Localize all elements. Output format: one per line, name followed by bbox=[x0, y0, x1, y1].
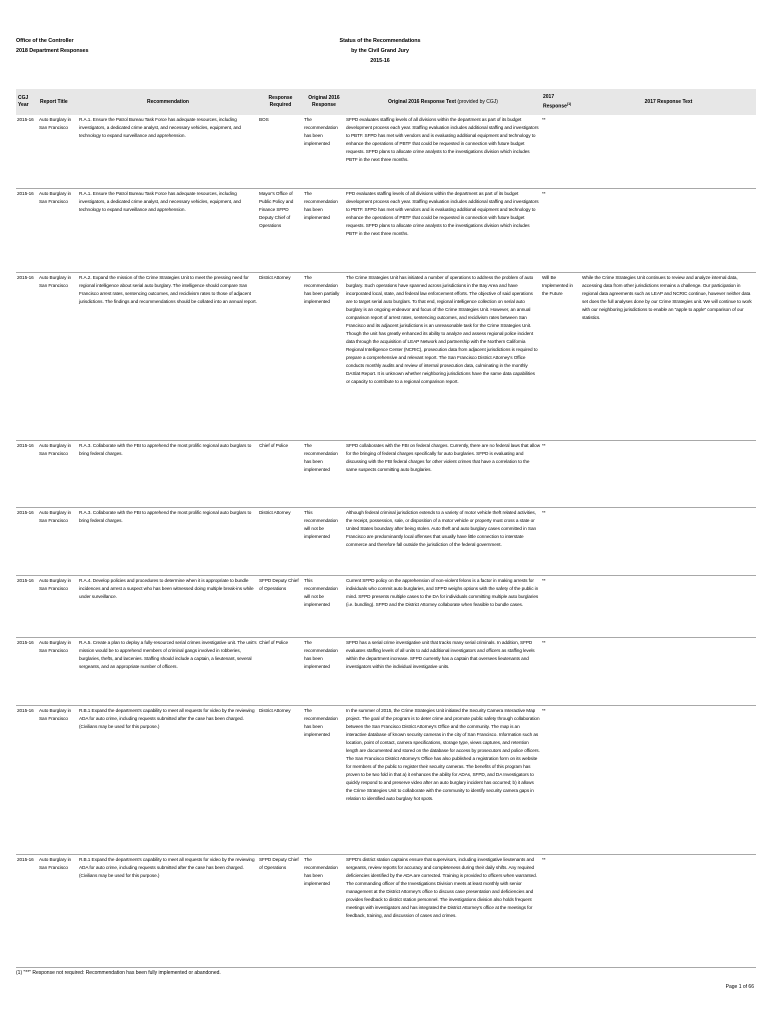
original-response-cell: The recommendation has been implemented bbox=[303, 637, 345, 705]
cgj-year-cell: 2015-16 bbox=[16, 705, 38, 854]
table-row bbox=[16, 272, 756, 440]
table-row bbox=[16, 507, 756, 575]
response-required-cell: District Attorney bbox=[258, 507, 303, 575]
response-required-cell: Mayor's Office of Public Policy and Finance SFPD Deputy Chief of Operations bbox=[258, 188, 303, 272]
original-response-text-label: Original 2016 Response Text bbox=[388, 98, 457, 105]
response-required-cell: Chief of Police bbox=[258, 440, 303, 507]
response-required-cell: District Attorney bbox=[258, 272, 303, 440]
2017-response-cell: Will Be Implemented in the Future bbox=[541, 272, 581, 440]
report-title-cell: Auto Burglary in San Francisco bbox=[38, 272, 78, 440]
2017-response-text-cell bbox=[581, 575, 756, 637]
2017-response-cell: ** bbox=[541, 507, 581, 575]
column-header-report-title: Report Title bbox=[38, 89, 78, 115]
document-year: 2015-16 bbox=[370, 58, 390, 64]
column-header-original-response-text bbox=[345, 89, 541, 115]
2017-response-cell: ** bbox=[541, 854, 581, 967]
response-required-cell: District Attorney bbox=[258, 705, 303, 854]
2017-response-label: 2017 Response bbox=[543, 93, 567, 110]
footnote-marker: (1) bbox=[566, 101, 572, 106]
original-response-text-cell: SFPD collaborates with the FBI on federal charges. Currently, there are no federal laws that allow for the bringing of federal charges specifically for auto burglaries. SFPD is evaluating and discussing with the FBI federal charges for other violent crimes that have a correlation to the same suspects committing auto burglaries. bbox=[345, 440, 541, 507]
original-response-cell: The recommendation has been implemented bbox=[303, 440, 345, 507]
document-subtitle: by the Civil Grand Jury bbox=[351, 48, 409, 54]
cgj-year-cell: 2015-16 bbox=[16, 854, 38, 967]
table-row bbox=[16, 575, 756, 637]
column-header-response-required: Response Required bbox=[258, 89, 303, 115]
recommendation-cell: R.A.4. Develop policies and procedures to determine when it is appropriate to bundle incidences and arrest a suspect who has been witnessed doing multiple break-ins while under surveillance. bbox=[78, 575, 258, 637]
original-response-text-cell: FPD evaluates staffing levels of all divisions within the department as part of its budget development process each year. Staffing evaluation includes additional staffing and investigators to PBTF. SFPD has met with vendors and is evaluating additional equipment and technology to enhance the operations of PBTF that could be requested in connection with future budget requests. SFPD plans to allocate crime analysts to the investigations division which includes PBTF in the next three months. bbox=[345, 188, 541, 272]
column-header-recommendation: Recommendation bbox=[78, 89, 258, 115]
table-body bbox=[16, 115, 756, 967]
report-title-cell: Auto Burglary in San Francisco bbox=[38, 575, 78, 637]
2017-response-text-cell bbox=[581, 705, 756, 854]
report-title-cell: Auto Burglary in San Francisco bbox=[38, 507, 78, 575]
cgj-year-cell: 2015-16 bbox=[16, 272, 38, 440]
document-title-block bbox=[300, 36, 460, 66]
2017-response-text-cell bbox=[581, 440, 756, 507]
original-response-cell: The recommendation has been implemented bbox=[303, 188, 345, 272]
report-title-cell: Auto Burglary in San Francisco bbox=[38, 854, 78, 967]
original-response-cell: The recommendation has been partially implemented bbox=[303, 272, 345, 440]
original-response-text-cell: SFPD evaluates staffing levels of all divisions within the department as part of its budget development process each year. Staffing evaluation includes additional staffing and investigators to PBTF. SFPD has met with vendors and is evaluating additional equipment and technology to enhance the operations of PBTF that could be requested in connection with future budget requests. SFPD plans to allocate crime analysts to the investigations division which includes PBTF in the next three months. bbox=[345, 115, 541, 188]
2017-response-cell: ** bbox=[541, 115, 581, 188]
table-row bbox=[16, 188, 756, 272]
report-title-cell: Auto Burglary in San Francisco bbox=[38, 440, 78, 507]
table-row bbox=[16, 115, 756, 188]
report-title-cell: Auto Burglary in San Francisco bbox=[38, 705, 78, 854]
original-response-cell: The recommendation has been implemented bbox=[303, 115, 345, 188]
column-header-cgj-year: CGJ Year bbox=[16, 89, 38, 115]
cgj-year-cell: 2015-16 bbox=[16, 188, 38, 272]
original-response-cell: The recommendation has been implemented bbox=[303, 854, 345, 967]
2017-response-text-cell: While the Crime Strategies Unit continues to review and analyze internal data, accessing data from other jurisdictions remains a challenge. Our participation in regional data agreements such as LEAP and NCRIC continue, however neither data set does the full analyses done by our Crime Strategies unit. We will continue to work with our neighboring jurisdictions to enable an "apple to apple" comparison of our statistics. bbox=[581, 272, 756, 440]
recommendation-cell: R.B.1 Expand the department's capability to meet all requests for video by the reviewing ADA for auto crime, including requests submitted after the case has been charged. (Civilians may be used for this purpose.) bbox=[78, 854, 258, 967]
column-header-2017-response-text: 2017 Response Text bbox=[581, 89, 756, 115]
report-title-cell: Auto Burglary in San Francisco bbox=[38, 637, 78, 705]
2017-response-cell: ** bbox=[541, 440, 581, 507]
original-response-text-cell: Current SFPD policy on the apprehension of non-violent felons is a factor in making arrests for individuals who commit auto burglaries, and SFPD weighs options with the safety of the public in mind. SFPD presents multiple cases to the DA for individuals committing multiple auto burglaries (i.e. bundling). SFPD and the District Attorney collaborate when feasible to bundle cases. bbox=[345, 575, 541, 637]
recommendations-table bbox=[16, 89, 756, 968]
2017-response-cell: ** bbox=[541, 188, 581, 272]
table-row bbox=[16, 854, 756, 967]
2017-response-text-cell bbox=[581, 854, 756, 967]
response-required-cell: Chief of Police bbox=[258, 637, 303, 705]
office-header bbox=[16, 36, 88, 56]
response-required-cell: SFPD Deputy Chief of Operations bbox=[258, 854, 303, 967]
cgj-year-cell: 2015-16 bbox=[16, 637, 38, 705]
response-required-cell: BOS bbox=[258, 115, 303, 188]
column-header-2017-response bbox=[541, 89, 581, 115]
recommendation-cell: R.A.5. Create a plan to deploy a fully-resourced serial crimes investigative unit. The unit's mission would be to apprehend members of criminal gangs involved in robberies, burglaries, thefts, and larcenies. Staffing should include a captain, a lieutenant, several sergeants, and an appropriate number of officers. bbox=[78, 637, 258, 705]
original-response-text-cell: SFPD's district station captains ensure that supervisors, including investigative lieutenants and sergeants, review reports for accuracy and completeness during their daily shifts. Any required deficiencies identified by the ADA are corrected. Training is provided to officers when warranted. The commanding officer of the Investigations Division meets at least monthly with senior management at the District Attorney's office to discuss case presentation and deficiencies and provides feedback to district station personnel. The investigations division also holds frequent meetings with investigators and has integrated the District Attorney's office at the meetings for feedback, training, and discussion of cases and crimes. bbox=[345, 854, 541, 967]
provided-by-note: (provided by CGJ) bbox=[457, 98, 498, 105]
recommendation-cell: R.A.3. Collaborate with the FBI to apprehend the most prolific regional auto burglars to bring federal charges. bbox=[78, 440, 258, 507]
original-response-text-cell: In the summer of 2015, the Crime Strategies Unit initiated the Security Camera Interactive Map project. The goal of the program is to deter crime and promote public safety through collaboration between the San Francisco District Attorney's Office and the community. The map is an interactive database of known security cameras in the city of San Francisco. Information such as location, point of contact, camera specifications, storage type, views captures, and retention length are documented and stored on the database for access by prosecutors and police officers. The San Francisco District Attorney's Office has also published a registration form on its website for members of the public to register their security cameras. The benefits of this program has proven to be two fold in that a) it enhances the ability for ADAs, SFPD, and DA Investigators to quickly respond to and preserve video after an auto burglary incident has occurred; b) it allows the Crime Strategies Unit to collaborate with the community to identify security camera gaps in relation to identified auto burglary hot spots. bbox=[345, 705, 541, 854]
2017-response-text-cell bbox=[581, 507, 756, 575]
cgj-year-cell: 2015-16 bbox=[16, 115, 38, 188]
2017-response-text-cell bbox=[581, 188, 756, 272]
response-required-cell: SFPD Deputy Chief of Operations bbox=[258, 575, 303, 637]
recommendation-cell: R.A.1. Ensure the Patrol Bureau Task Force has adequate resources, including investigators, a dedicated crime analyst, and necessary vehicles, equipment, and technology to expand surveillance and apprehension. bbox=[78, 115, 258, 188]
original-response-cell: This recommendation will not be implemented bbox=[303, 575, 345, 637]
table-row bbox=[16, 440, 756, 507]
original-response-cell: The recommendation has been implemented bbox=[303, 705, 345, 854]
recommendation-cell: R.B.1 Expand the department's capability to meet all requests for video by the reviewing ADA for auto crime, including requests submitted after the case has been charged. (Civilians may be used for this purpose.) bbox=[78, 705, 258, 854]
recommendation-cell: R.A.3. Collaborate with the FBI to apprehend the most prolific regional auto burglars to bring federal charges. bbox=[78, 507, 258, 575]
original-response-text-cell: SFPD has a serial crime investigative unit that tracks many serial criminals. In addition, SFPD evaluates staffing levels of all units to add additional investigators and officers as staffing levels within the department increase. SFPD currently has a captain that oversees lieutenants and investigators within the individual investigative units. bbox=[345, 637, 541, 705]
report-title-cell: Auto Burglary in San Francisco bbox=[38, 188, 78, 272]
recommendation-cell: R.A.2. Expand the mission of the Crime Strategies Unit to meet the pressing need for regional intelligence about serial auto burglary. The intelligence should compare San Francisco arrest rates, sentencing outcomes, and recidivism rates to those of adjacent jurisdictions. The findings and recommendations should be collated into an annual report. bbox=[78, 272, 258, 440]
column-header-original-response: Original 2016 Response bbox=[303, 89, 345, 115]
report-subtitle: 2018 Department Responses bbox=[16, 48, 89, 54]
original-response-text-cell: The Crime Strategies Unit has initiated a number of operations to address the problem of auto burglary. Such operations have spanned across jurisdictions in the Bay Area and have incorporated local, state, and federal law enforcement efforts. The objective of said operations are to target serial auto burglars. To that end, regional intelligence collection on serial auto burglary is an ongoing endeavor and focus of the Crime Strategies Unit. However, an annual comparison report of arrest rates, sentencing outcomes, and recidivism rates between San Francisco and its adjacent jurisdictions is an unreasonable task for the Crime Strategies Unit. Though the unit has greatly enhanced its ability to analyze and assess regional police incident data through the acquisition of LEAP Network and partnership with the Northern California Regional Intelligence Center (NCRIC), prosecution data from adjacent jurisdictions is required to prepare a comprehensive and relevant report. The San Francisco District Attorney's Office conducts monthly audits and review of internal prosecution data, culminating in the monthly DASlat Report. It is unknown whether neighboring jurisdictions have the same data capabilities or capacity to contribute to a regional comparison report. bbox=[345, 272, 541, 440]
cgj-year-cell: 2015-16 bbox=[16, 440, 38, 507]
office-name: Office of the Controller bbox=[16, 38, 74, 44]
recommendation-cell: R.A.1. Ensure the Patrol Bureau Task Force has adequate resources, including investigators, a dedicated crime analyst, and necessary vehicles, equipment, and technology to expand surveillance and apprehension. bbox=[78, 188, 258, 272]
original-response-text-cell: Although federal criminal jurisdiction extends to a variety of motor vehicle theft related activities, the receipt, possession, sale, or disposition of a motor vehicle or property must cross a state or United States boundary after being stolen. Auto theft and auto burglary cases committed in San Francisco are predominantly local offenses that usually have little connection to interstate commerce and therefore fall outside the jurisdiction of the federal government. bbox=[345, 507, 541, 575]
table-header bbox=[16, 89, 756, 115]
2017-response-cell: ** bbox=[541, 637, 581, 705]
footnote: (1) "**" Response not required: Recommendation has been fully implemented or abandoned. bbox=[16, 970, 221, 976]
2017-response-text-cell bbox=[581, 115, 756, 188]
report-title-cell: Auto Burglary in San Francisco bbox=[38, 115, 78, 188]
cgj-year-cell: 2015-16 bbox=[16, 507, 38, 575]
2017-response-text-cell bbox=[581, 637, 756, 705]
2017-response-cell: ** bbox=[541, 705, 581, 854]
page-number: Page 1 of 66 bbox=[725, 984, 754, 990]
original-response-cell: This recommendation will not be implemented bbox=[303, 507, 345, 575]
table-row bbox=[16, 637, 756, 705]
cgj-year-cell: 2015-16 bbox=[16, 575, 38, 637]
2017-response-cell: ** bbox=[541, 575, 581, 637]
document-title: Status of the Recommendations bbox=[339, 38, 421, 44]
table-row bbox=[16, 705, 756, 854]
